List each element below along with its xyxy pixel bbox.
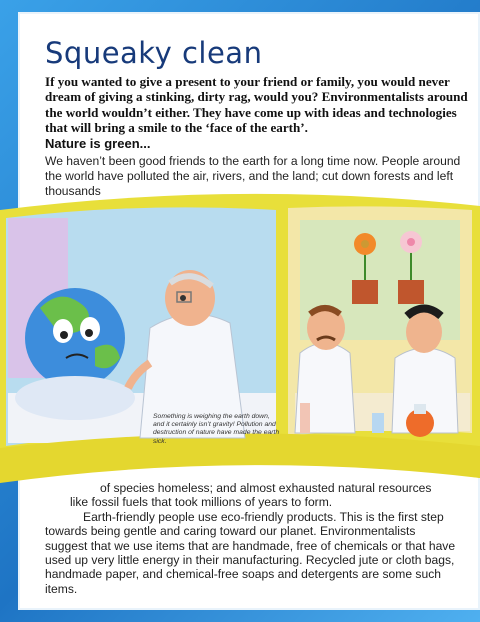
illustration — [0, 188, 480, 498]
body-paragraph-1: We haven’t been good friends to the earth for a long time now. People around the world have polluted the air, rivers, and the land; cut down forests and left thousands — [45, 154, 461, 198]
body-line-1: of species homeless; and almost exhausted natural resources — [100, 481, 432, 495]
illustration-caption: Something is weighing the earth down, and it certainly isn’t gravity! Pollution and destruction of nature have made the earth sick. — [153, 413, 280, 445]
body-paragraph-2 — [45, 481, 458, 596]
body-line-2: like fossil fuels that took millions of years to form. — [70, 495, 333, 510]
illustration-svg — [0, 188, 480, 498]
page-title: Squeaky clean — [45, 36, 263, 70]
body-paragraph-3: Earth-friendly people use eco-friendly products. This is the first step towards being gentle and caring toward our planet. Environmentalists suggest that we use items that are handmade, free of chemicals or that have used up very little energy in their manufacturing. Recycled jute or cloth bags, handmade paper, and chemical-free soaps and detergents are some such items. — [45, 509, 456, 596]
intro-paragraph: If you wanted to give a present to your friend or family, you would never dream of giving a stinking, dirty rag, would you? Environmentalists around the world wouldn’t either. They have come up with ideas and technologies that will bring a smile to the ‘face of the earth’. — [45, 74, 468, 136]
section-subhead: Nature is green... — [45, 136, 151, 151]
